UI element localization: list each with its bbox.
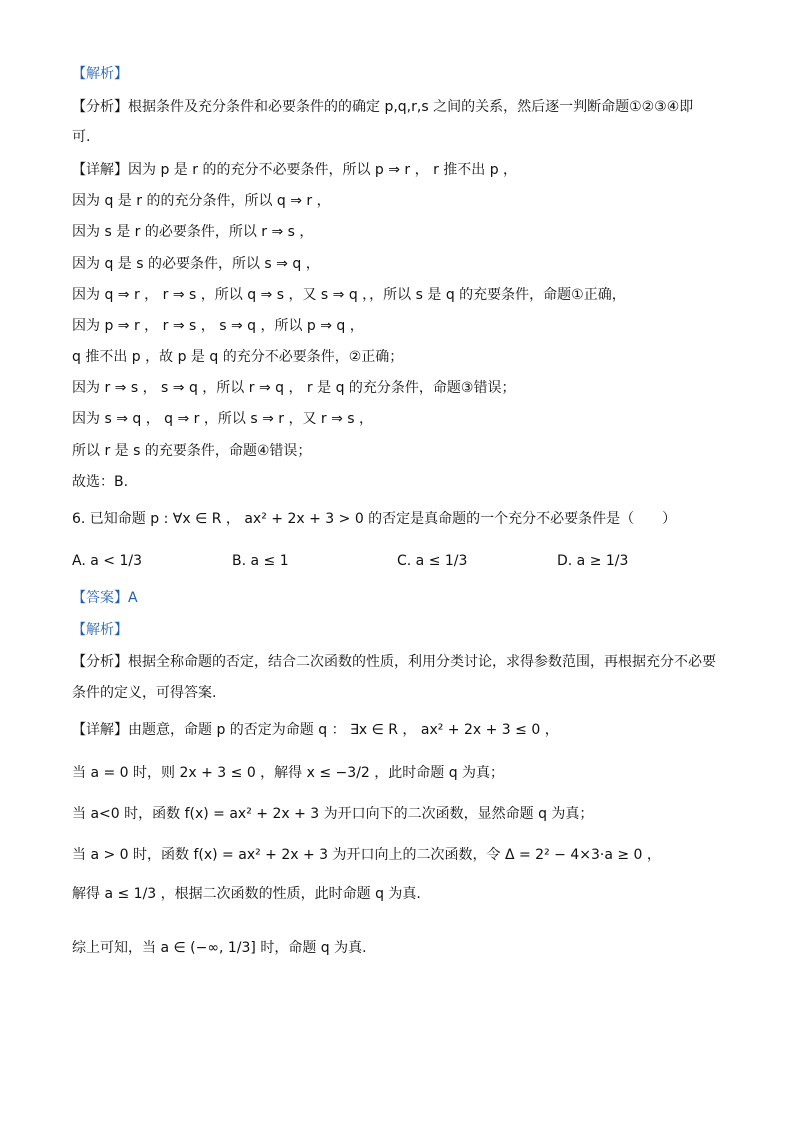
detail-line-3: 因为 s 是 r 的必要条件，所以 r ⇒ s ，: [72, 224, 314, 240]
analysis-2-line-1: 【分析】根据全称命题的否定，结合二次函数的性质，利用分类讨论，求得参数范围，再根据充分不必要: [72, 654, 716, 670]
option-a: A. a < 1/3: [72, 553, 142, 569]
detail-2-line-2: 当 a = 0 时，则 2x + 3 ≤ 0 ，解得 x ≤ −3/2 ，此时命题 q 为真；: [72, 765, 505, 781]
answer-choice-line: 故选：B.: [72, 474, 129, 490]
detail-line-8: 因为 r ⇒ s ， s ⇒ q ，所以 r ⇒ q ， r 是 q 的充分条件，命题③错误；: [72, 380, 516, 396]
analysis-heading: 【解析】: [72, 66, 128, 82]
detail-2-line-4: 当 a > 0 时，函数 f(x) = ax² + 2x + 3 为开口向上的二次函数，令 Δ = 2² − 4×3·a ≥ 0 ，: [72, 847, 661, 863]
detail-line-6: 因为 p ⇒ r ， r ⇒ s ， s ⇒ q ，所以 p ⇒ q ，: [72, 318, 364, 334]
answer-heading: 【答案】A: [72, 590, 138, 606]
analysis-line-2: 可.: [72, 129, 91, 145]
analysis-heading-2: 【解析】: [72, 622, 128, 638]
option-b: B. a ≤ 1: [232, 553, 289, 569]
detail-line-1: 【详解】因为 p 是 r 的的充分不必要条件，所以 p ⇒ r ， r 推不出 p ，: [72, 162, 518, 178]
detail-line-4: 因为 q 是 s 的必要条件，所以 s ⇒ q ，: [72, 256, 320, 272]
analysis-2-line-2: 条件的定义，可得答案.: [72, 685, 217, 701]
detail-line-2: 因为 q 是 r 的的充分条件，所以 q ⇒ r ，: [72, 193, 331, 209]
question-6-text: 6. 已知命题 p : ∀x ∈ R ， ax² + 2x + 3 > 0 的否定是真命题的一个充分不必要条件是（ ）: [72, 511, 677, 527]
detail-2-line-1: 【详解】由题意，命题 p 的否定为命题 q ： ∃x ∈ R ， ax² + 2x + 3 ≤ 0 ，: [72, 722, 559, 738]
detail-line-7: q 推不出 p ，故 p 是 q 的充分不必要条件，②正确；: [72, 349, 404, 365]
detail-2-line-5: 解得 a ≤ 1/3 ，根据二次函数的性质，此时命题 q 为真.: [72, 886, 421, 902]
option-d: D. a ≥ 1/3: [557, 553, 629, 569]
detail-2-line-3: 当 a<0 时，函数 f(x) = ax² + 2x + 3 为开口向下的二次函数，显然命题 q 为真；: [72, 806, 594, 822]
detail-line-5: 因为 q ⇒ r ， r ⇒ s ，所以 q ⇒ s ，又 s ⇒ q ，，所以 s 是 q 的充要条件，命题①正确，: [72, 287, 626, 303]
analysis-line-1: 【分析】根据条件及充分条件和必要条件的的确定 p,q,r,s 之间的关系，然后逐一判断命题①②③④即: [72, 99, 694, 115]
detail-line-10: 所以 r 是 s 的充要条件，命题④错误；: [72, 443, 312, 459]
detail-2-line-6: 综上可知，当 a ∈ (−∞, 1/3] 时，命题 q 为真.: [72, 940, 367, 956]
detail-line-9: 因为 s ⇒ q ， q ⇒ r ，所以 s ⇒ r ，又 r ⇒ s ，: [72, 411, 374, 427]
option-c: C. a ≤ 1/3: [397, 553, 468, 569]
